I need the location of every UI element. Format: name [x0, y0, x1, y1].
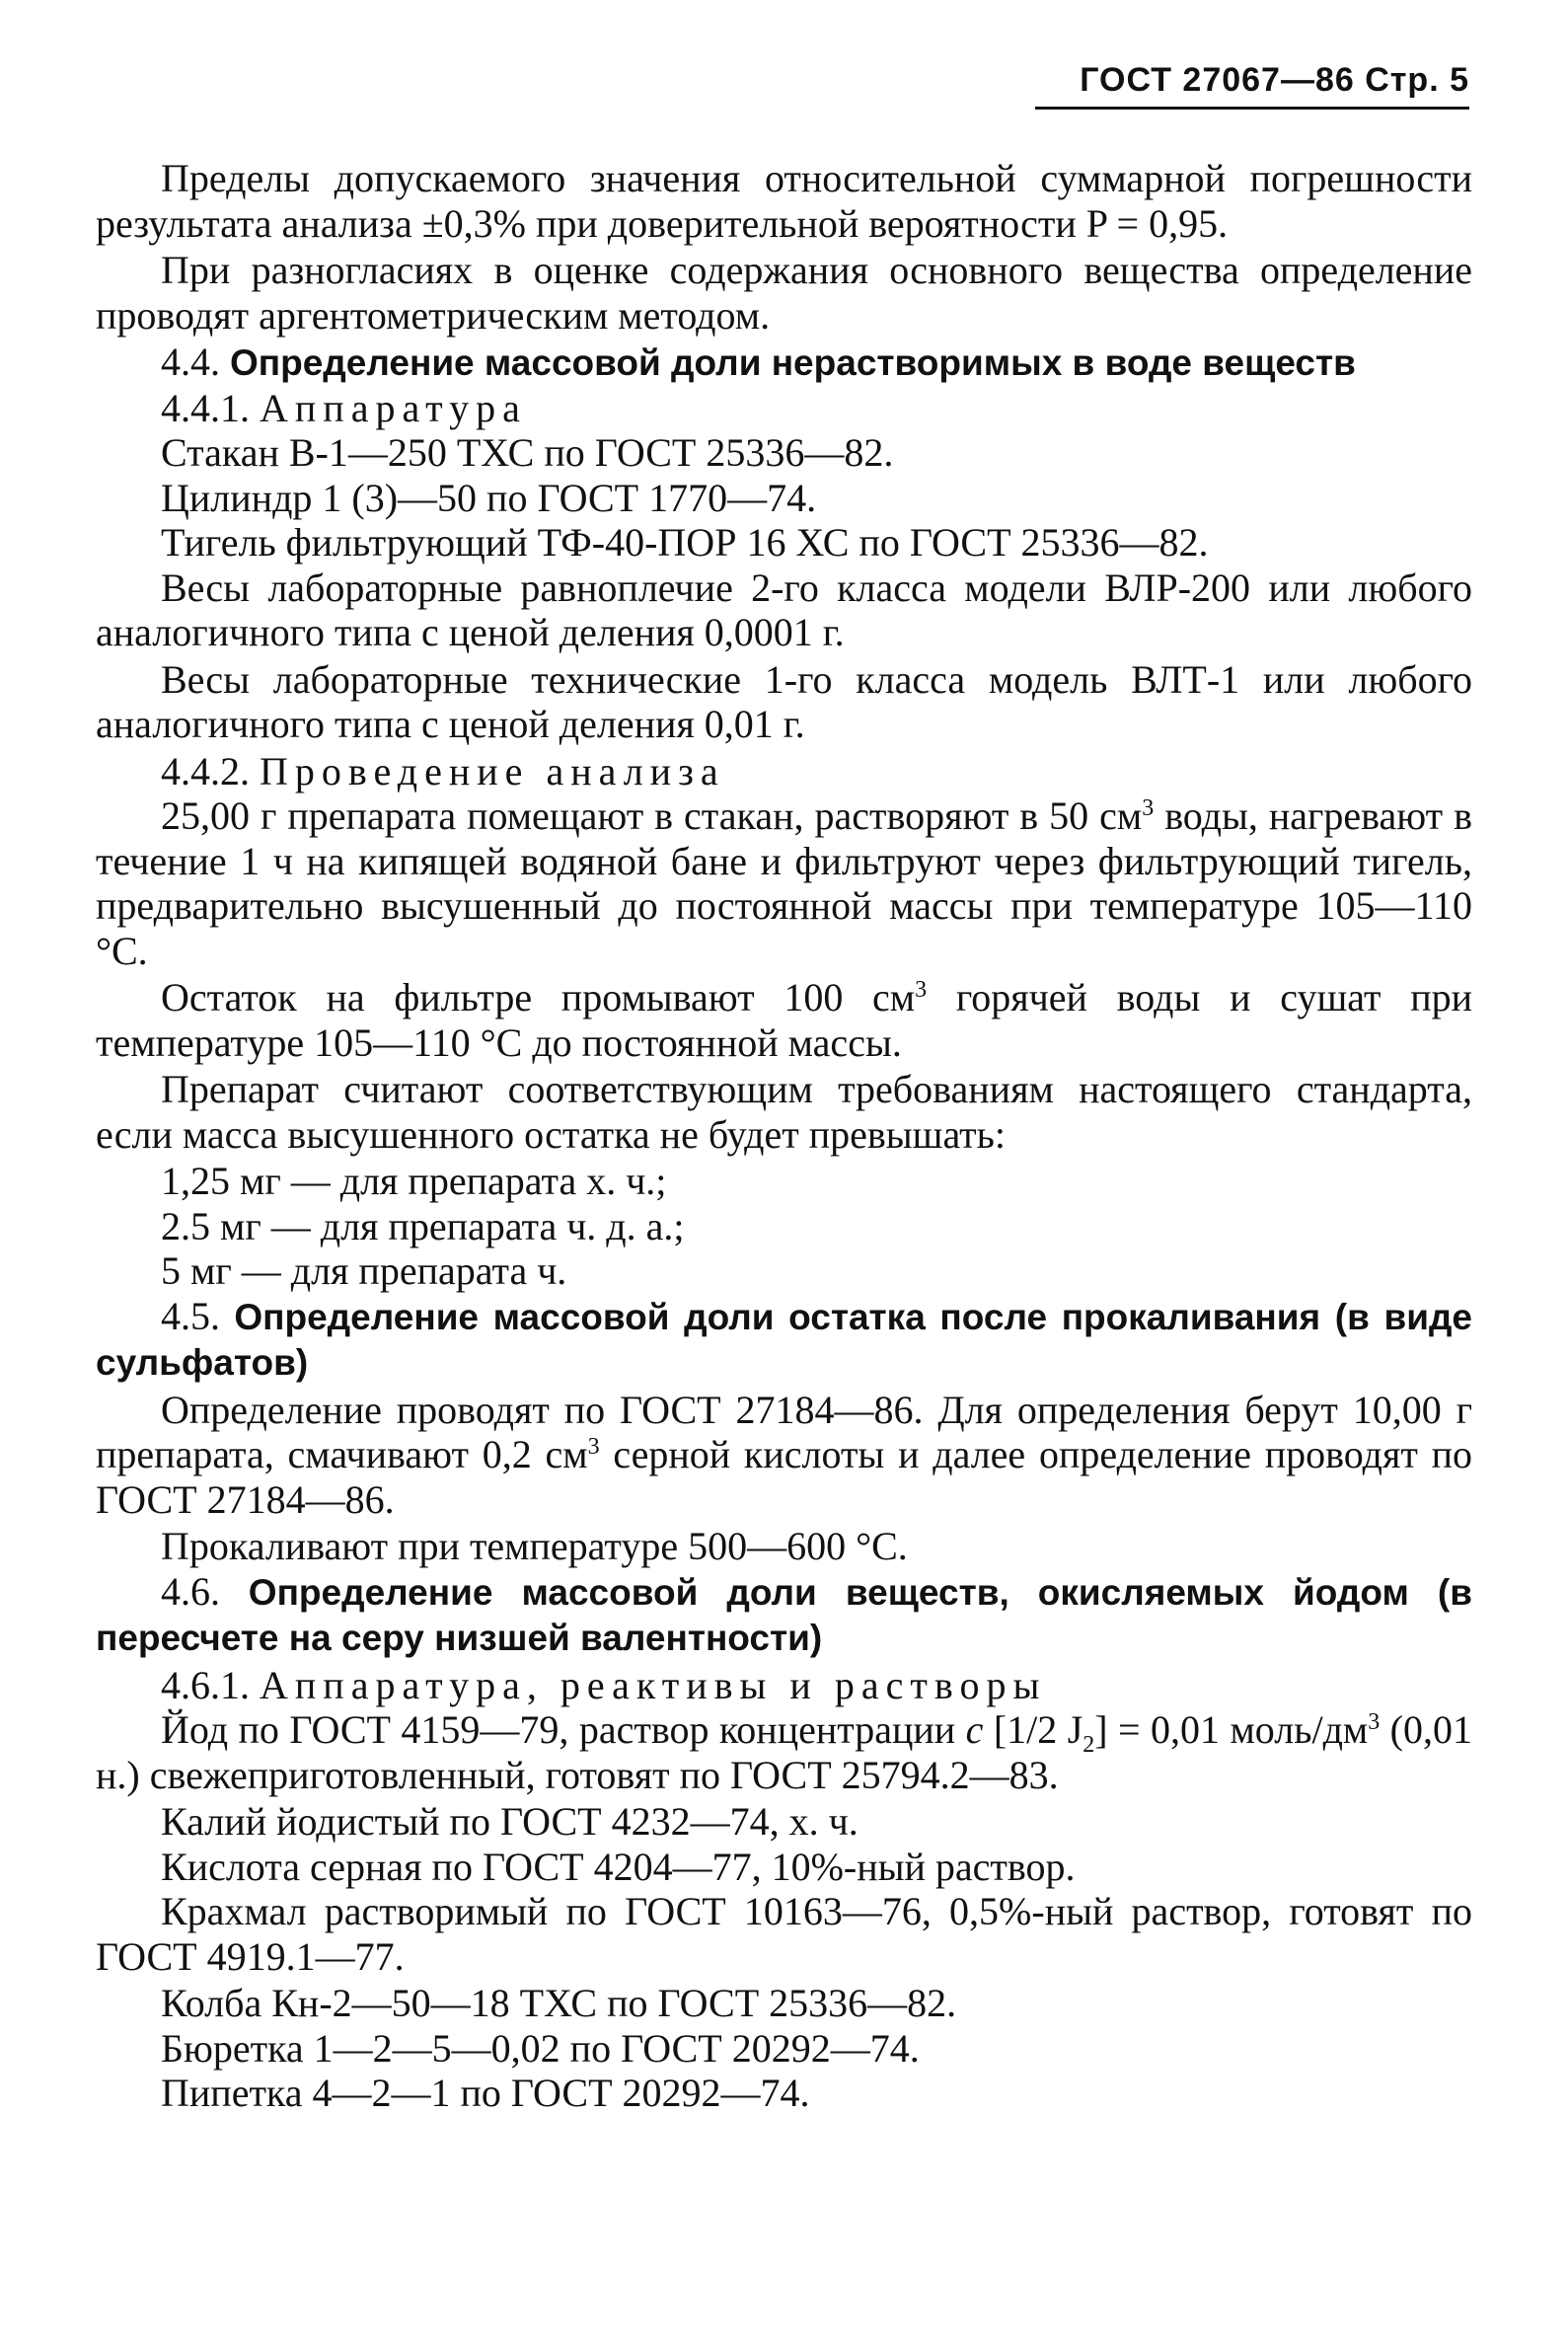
section-title: Определение массовой доли веществ, окисляемых йодом (в пересчете на серу низшей валентности) [96, 1571, 1472, 1658]
section-title: Определение массовой доли нерастворимых в воде веществ [230, 342, 1356, 383]
paragraph [96, 1388, 1472, 1523]
text-run: 25,00 г препарата помещают в стакан, растворяют в 50 см [161, 793, 1143, 838]
reagent-item: Пипетка 4—2—1 по ГОСТ 20292—74. [161, 2071, 810, 2115]
text-run: горячей воды и сушат при температуре 105—110 °С до постоянной массы. [96, 975, 1473, 1065]
text-run: (0,01 н.) свежеприготовленный, готовят по ГОСТ 25794.2—83. [96, 1707, 1472, 1797]
reagent-item: Бюретка 1—2—5—0,02 по ГОСТ 20292—74. [161, 2025, 920, 2071]
section-title: Аппаратура, реактивы и растворы [260, 1662, 1047, 1707]
section-number: 4.5. [161, 1293, 220, 1338]
subsection-heading-4-4-1 [96, 386, 1472, 431]
limit-item: 1,25 мг — для препарата х. ч.; [161, 1159, 667, 1203]
header-rule [1035, 107, 1469, 110]
section-title: Определение массовой доли остатка после прокаливания (в виде сульфатов) [96, 1296, 1473, 1383]
section-title: Проведение анализа [260, 748, 725, 793]
paragraph: Препарат считают соответствующим требованиям настоящего стандарта, если масса высушенного остатка не будет превышать: [96, 1067, 1472, 1157]
paragraph [96, 975, 1472, 1065]
subscript: 2 [1083, 1732, 1095, 1758]
section-title: Аппаратура [260, 385, 527, 430]
section-number: 4.4.2. [161, 748, 250, 793]
equipment-item: Тигель фильтрующий ТФ-40-ПОР 16 ХС по ГОСТ 25336—82. [161, 520, 1209, 565]
limit-item: 5 мг — для препарата ч. [161, 1248, 567, 1293]
text-run: [1/2 J [983, 1707, 1083, 1752]
paragraph [96, 793, 1472, 973]
equipment-item: Стакан В-1—250 ТХС по ГОСТ 25336—82. [161, 430, 894, 475]
equipment-item: Весы лабораторные технические 1-го класса модель ВЛТ-1 или любого аналогичного типа с ценой деления 0,01 г. [96, 656, 1472, 746]
superscript: 3 [1142, 795, 1155, 821]
section-heading-4-6 [96, 1569, 1472, 1661]
superscript: 3 [587, 1434, 600, 1460]
variable: c [965, 1707, 984, 1752]
equipment-item: Весы лабораторные равноплечие 2-го класса модели ВЛР-200 или любого аналогичного типа с ценой деления 0,0001 г. [96, 565, 1472, 654]
equipment-item: Цилиндр 1 (3)—50 по ГОСТ 1770—74. [161, 475, 817, 520]
reagent-item: Крахмал растворимый по ГОСТ 10163—76, 0,5%-ный раствор, готовят по ГОСТ 4919.1—77. [96, 1889, 1472, 1979]
text-run: ] = 0,01 моль/дм [1094, 1707, 1369, 1752]
superscript: 3 [915, 977, 928, 1003]
reagent-item: Кислота серная по ГОСТ 4204—77, 10%-ный раствор. [161, 1844, 1076, 1889]
section-number: 4.6.1. [161, 1662, 250, 1707]
reagent-item: Колба Кн-2—50—18 ТХС по ГОСТ 25336—82. [161, 1981, 957, 2025]
text-run: Остаток на фильтре промывают 100 см [161, 975, 916, 1019]
text-run: серной кислоты и далее определение проводят по ГОСТ 27184—86. [96, 1432, 1473, 1522]
document-body [96, 156, 1472, 2116]
superscript: 3 [1368, 1709, 1381, 1735]
reagent-item [96, 1707, 1472, 1797]
text-run: Йод по ГОСТ 4159—79, раствор концентрации [161, 1707, 966, 1752]
subsection-heading-4-4-2 [96, 749, 1472, 794]
page-header: ГОСТ 27067—86 Стр. 5 [1080, 61, 1469, 99]
section-heading-4-5 [96, 1294, 1472, 1386]
text-run: Определение проводят по ГОСТ 27184—86. Для определения берут 10,00 г препарата, смачивают 0,2 см [96, 1387, 1472, 1476]
limit-item: 2.5 мг — для препарата ч. д. а.; [161, 1203, 685, 1248]
paragraph: Пределы допускаемого значения относительной суммарной погрешности результата анализа ±0,3% при доверительной вероятности P = 0,95. [96, 156, 1472, 246]
paragraph: Прокаливают при температуре 500—600 °С. [161, 1524, 908, 1568]
section-number: 4.6. [161, 1568, 220, 1614]
section-heading-4-4 [96, 340, 1472, 386]
reagent-item: Калий йодистый по ГОСТ 4232—74, х. ч. [161, 1799, 859, 1844]
subsection-heading-4-6-1 [96, 1663, 1472, 1708]
section-number: 4.4. [161, 340, 220, 384]
paragraph: При разногласиях в оценке содержания основного вещества определение проводят аргентометрическим методом. [96, 248, 1472, 338]
text-run: воды, нагревают в течение 1 ч на кипящей водяной бане и фильтруют через фильтрующий тигель, предварительно высушенный до постоянной массы при температуре 105—110 °С. [96, 793, 1472, 973]
section-number: 4.4.1. [161, 385, 250, 430]
